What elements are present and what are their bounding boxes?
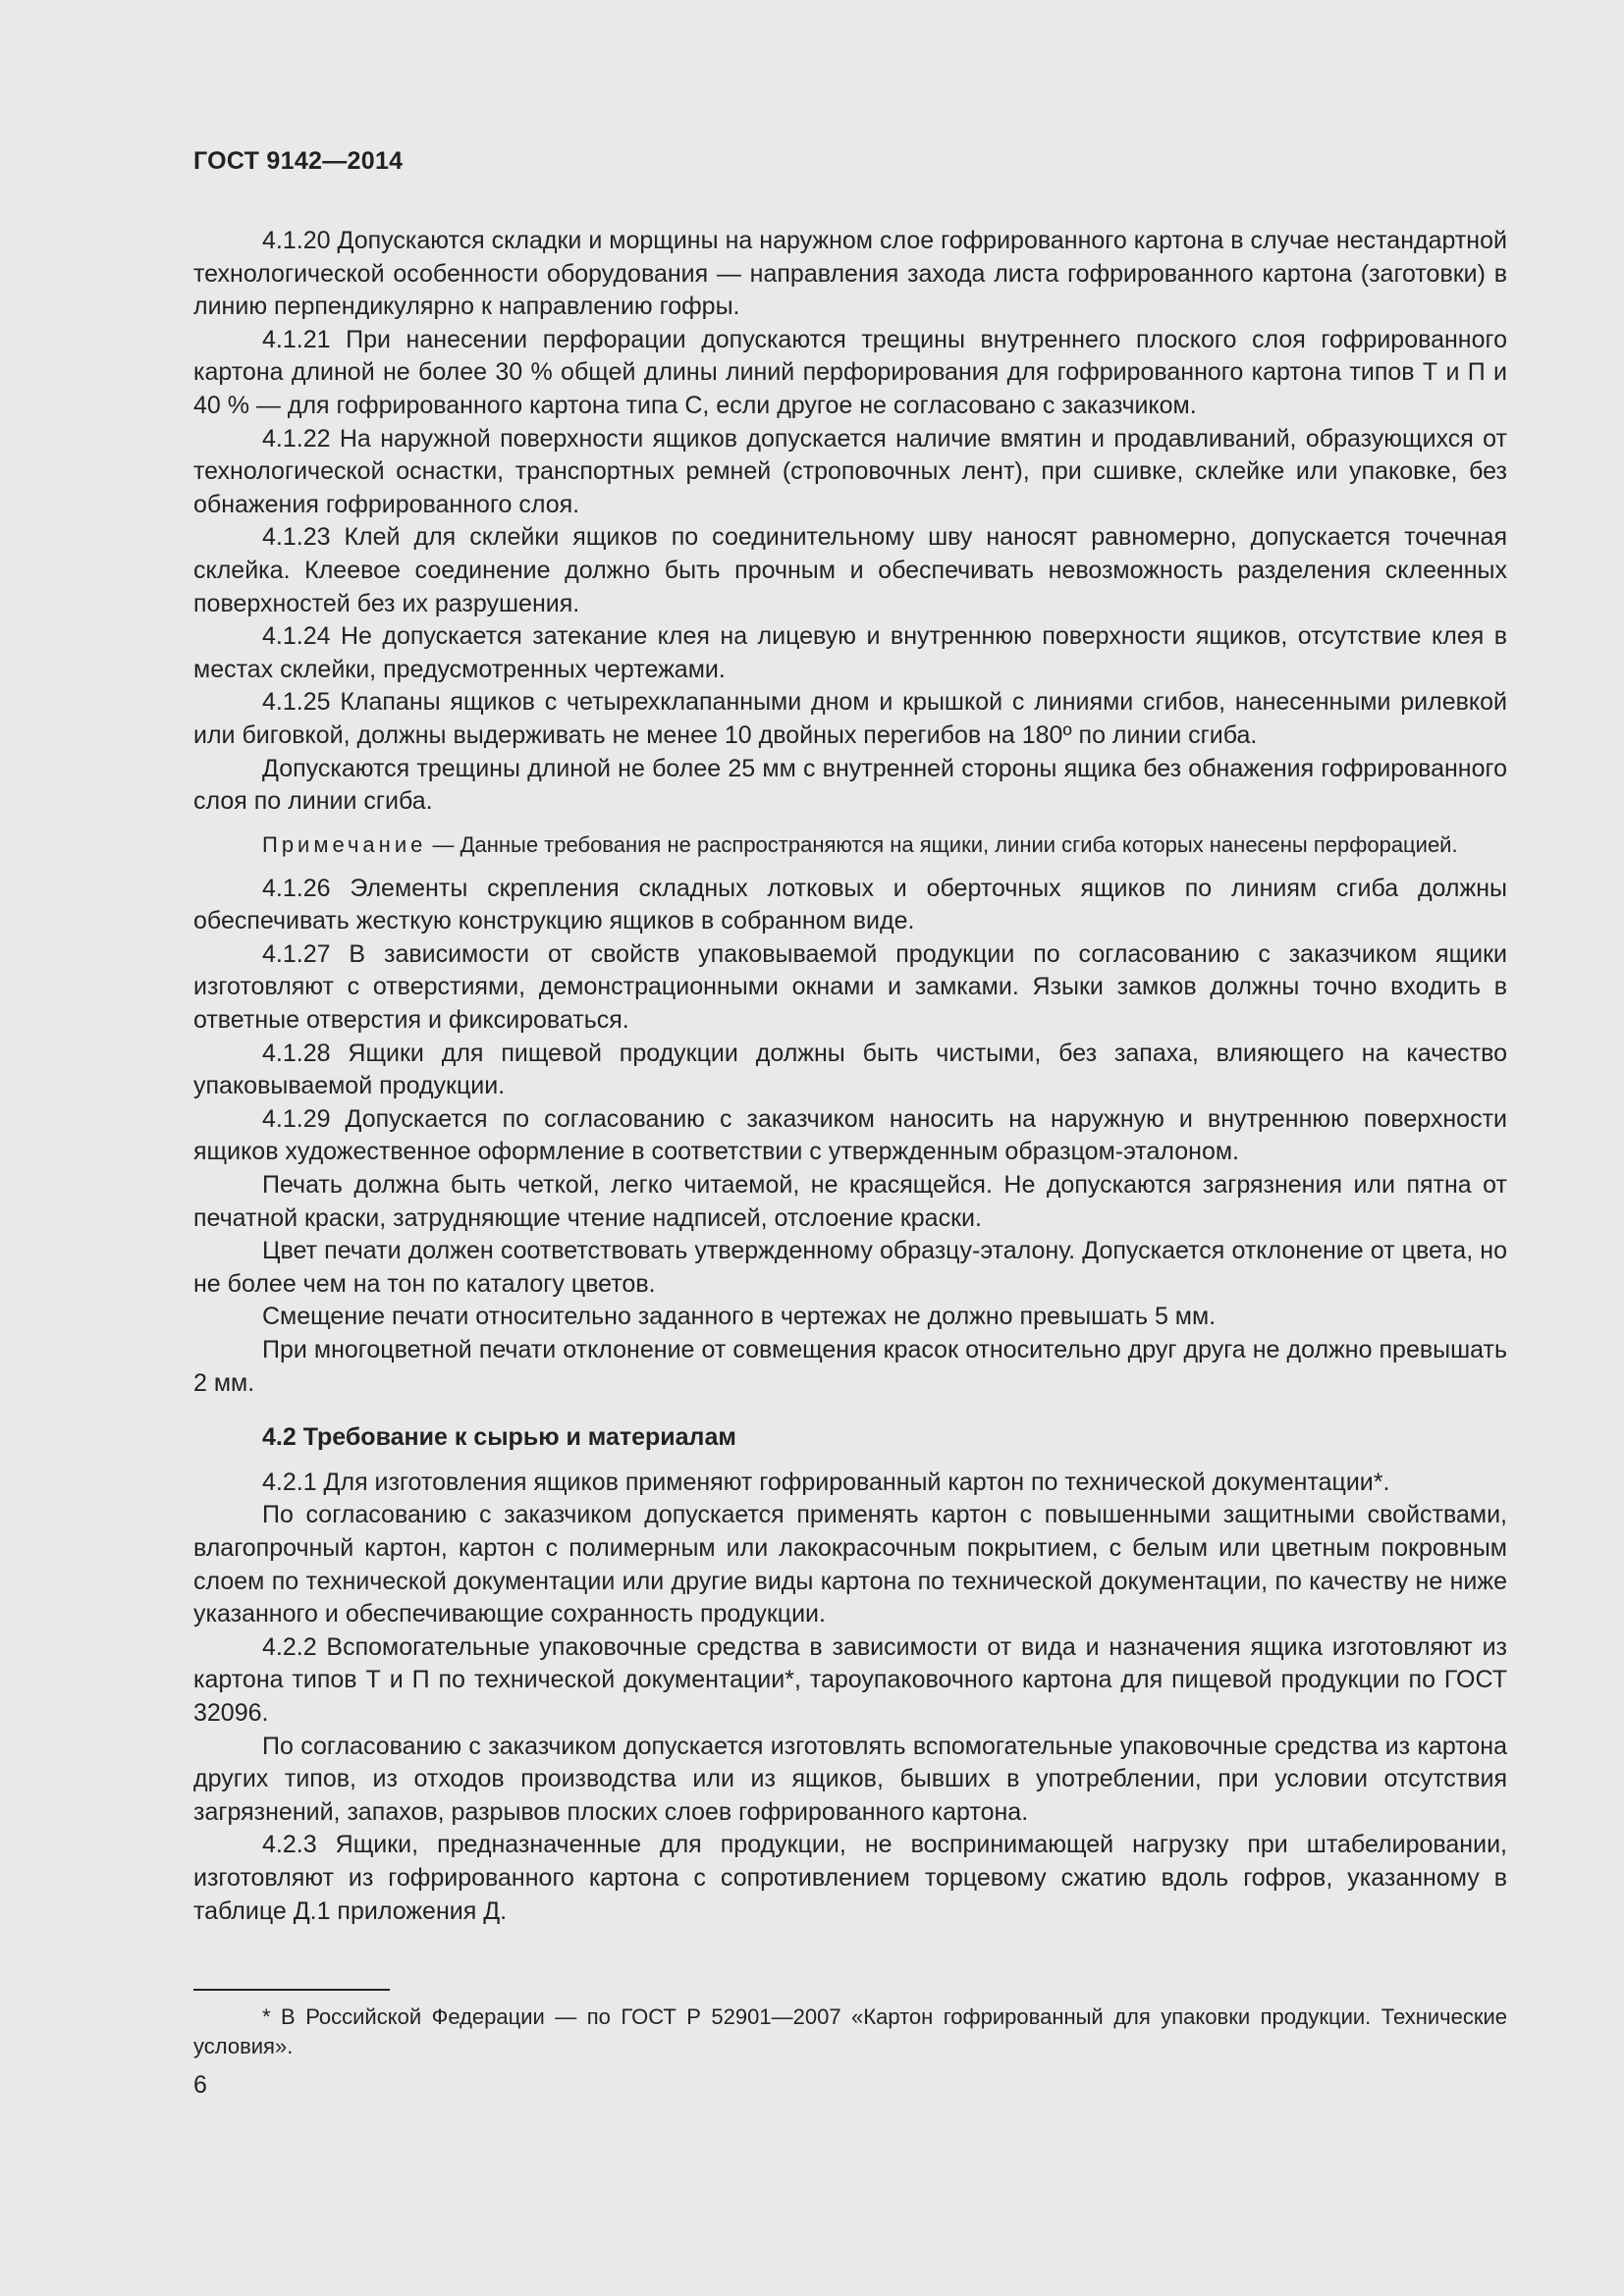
note-label: Примечание — [262, 831, 427, 857]
document-header: ГОСТ 9142—2014 — [193, 147, 404, 175]
paragraph-print-color: Цвет печати должен соответствовать утвержденному образцу-эталону. Допускается отклонение от цвета, но не более чем на тон по каталогу цветов. — [193, 1237, 1507, 1298]
paragraph-4-2-1-cont: По согласованию с заказчиком допускается применять картон с повышенными защитными свойствами, влагопрочный картон, картон с полимерным или лакокрасочным покрытием, с белым или цветным покровным слоем по технической документации или другие виды картона по технической документации, по качеству не ниже указанного и обеспечивающие сохранность продукции. — [193, 1501, 1507, 1629]
paragraph-4-1-29: 4.1.29 Допускается по согласованию с заказчиком наносить на наружную и внутреннюю поверхности ящиков художественное оформление в соответствии с утвержденным образцом-эталоном. — [193, 1104, 1507, 1166]
footnote-divider — [193, 1989, 390, 1991]
paragraph-4-1-28: 4.1.28 Ящики для пищевой продукции должны быть чистыми, без запаха, влияющего на качество упаковываемой продукции. — [193, 1039, 1507, 1100]
paragraph-print-offset: Смещение печати относительно заданного в чертежах не должно превышать 5 мм. — [262, 1303, 1217, 1331]
paragraph-4-2-3: 4.2.3 Ящики, предназначенные для продукции, не воспринимающей нагрузку при штабелировании, изготовляют из гофрированного картона с сопротивлением торцевому сжатию вдоль гофров, указанному в таблице Д.1 приложения Д. — [193, 1831, 1507, 1925]
document-body — [193, 225, 1507, 1928]
paragraph-4-1-26: 4.1.26 Элементы скрепления складных лотковых и оберточных ящиков по линиям сгиба должны обеспечивать жесткую конструкцию ящиков в собранном виде. — [193, 874, 1507, 935]
page-number: 6 — [193, 2071, 207, 2099]
paragraph-print-quality: Печать должна быть четкой, легко читаемой, не красящейся. Не допускаются загрязнения или пятна от печатной краски, затрудняющие чтение надписей, отслоение краски. — [193, 1171, 1507, 1232]
paragraph-4-2-2: 4.2.2 Вспомогательные упаковочные средства в зависимости от вида и назначения ящика изготовляют из картона типов Т и П по технической документации*, тароупаковочного картона для пищевой продукции по ГОСТ 32096. — [193, 1632, 1507, 1727]
paragraph-4-1-21: 4.1.21 При нанесении перфорации допускаются трещины внутреннего плоского слоя гофрированного картона длиной не более 30 % общей длины линий перфорирования для гофрированного картона типов Т и П и 40 % — для гофрированного картона типа С, если другое не согласовано с заказчиком. — [193, 325, 1507, 419]
paragraph-4-1-23: 4.1.23 Клей для склейки ящиков по соединительному шву наносят равномерно, допускается точечная склейка. Клеевое соединение должно быть прочным и обеспечивать невозможность разделения склеенных поверхностей без их разрушения. — [193, 523, 1507, 617]
paragraph-4-1-22: 4.1.22 На наружной поверхности ящиков допускается наличие вмятин и продавливаний, образующихся от технологической оснастки, транспортных ремней (строповочных лент), при сшивке, склейке или упаковке, без обнажения гофрированного слоя. — [193, 424, 1507, 518]
paragraph-multicolor: При многоцветной печати отклонение от совмещения красок относительно друг друга не должно превышать 2 мм. — [193, 1336, 1507, 1397]
paragraph-4-1-25-cont: Допускаются трещины длиной не более 25 мм с внутренней стороны ящика без обнажения гофрированного слоя по линии сгиба. — [193, 754, 1507, 816]
note — [193, 830, 1507, 860]
paragraph-4-1-20: 4.1.20 Допускаются складки и морщины на наружном слое гофрированного картона в случае нестандартной технологической особенности оборудования — направления захода листа гофрированного картона (заготовки) в линию перпендикулярно к направлению гофры. — [193, 227, 1507, 321]
paragraph-4-1-25: 4.1.25 Клапаны ящиков с четырехклапанными дном и крышкой с линиями сгибов, нанесенными рилевкой или биговкой, должны выдерживать не менее 10 двойных перегибов на 180º по линии сгиба. — [193, 688, 1507, 749]
section-heading-4-2: 4.2 Требование к сырью и материалам — [262, 1423, 736, 1452]
paragraph-4-1-24: 4.1.24 Не допускается затекание клея на лицевую и внутреннюю поверхности ящиков, отсутствие клея в местах склейки, предусмотренных чертежами. — [193, 622, 1507, 683]
note-text: — Данные требования не распространяются на ящики, линии сгиба которых нанесены перфорацией. — [426, 831, 1458, 857]
paragraph-4-2-1: 4.2.1 Для изготовления ящиков применяют гофрированный картон по технической документации*. — [262, 1468, 1390, 1496]
paragraph-4-2-2-cont: По согласованию с заказчиком допускается изготовлять вспомогательные упаковочные средства из картона других типов, из отходов производства или из ящиков, бывших в употреблении, при условии отсутствия загрязнений, запахов, разрывов плоских слоев гофрированного картона. — [193, 1732, 1507, 1826]
paragraph-4-1-27: 4.1.27 В зависимости от свойств упаковываемой продукции по согласованию с заказчиком ящики изготовляют с отверстиями, демонстрационными окнами и замками. Языки замков должны точно входить в ответные отверстия и фиксироваться. — [193, 939, 1507, 1035]
footnote: * В Российской Федерации — по ГОСТ Р 52901—2007 «Картон гофрированный для упаковки продукции. Технические условия». — [193, 2004, 1507, 2058]
